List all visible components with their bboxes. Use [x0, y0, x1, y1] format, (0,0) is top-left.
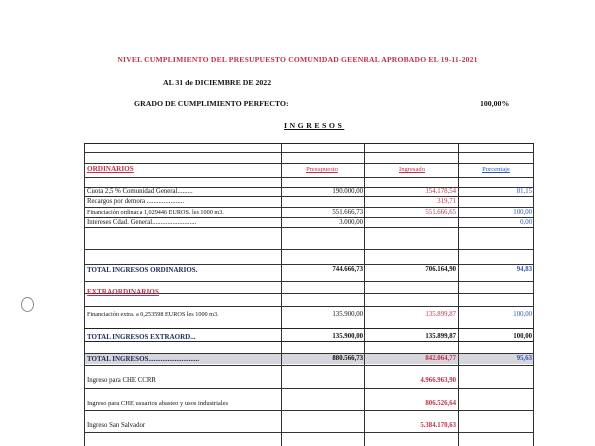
grado-value: 100,00%	[480, 99, 510, 108]
grand-total-label: TOTAL INGRESOS.............................	[87, 355, 200, 363]
grand-total-presupuesto: 880.566,73	[332, 355, 363, 362]
row-porcentaje: 100,00	[513, 311, 532, 318]
row-presupuesto: 135.900,00	[332, 311, 363, 318]
row-label: Financiación ordinar.a 1,029446 EUROS. les 1000 m3.	[87, 209, 224, 216]
total-extraordinarios-porcentaje: 100,00	[513, 333, 532, 340]
col-header-presupuesto: Presupuesto	[306, 166, 338, 173]
ordinarios-heading: ORDINARIOS	[87, 165, 134, 173]
row-label: Intereses Cdad. General..........................	[87, 219, 197, 226]
section-title: INGRESOS	[284, 121, 345, 130]
row-ingresado: 135.899,87	[425, 311, 456, 318]
report-date: AL 31 de DICIEMBRE DE 2022	[163, 78, 272, 87]
grand-total-ingresado: 842.064,77	[425, 355, 456, 362]
row-presupuesto: 551.666,73	[332, 209, 363, 216]
row-porcentaje: 100,00	[513, 209, 532, 216]
row-label: Financiación extra. a 0,253598 EUROS les 1000 m3.	[87, 311, 219, 318]
col-header-porcentaje: Porcentaje	[482, 166, 510, 173]
row-ingresado: 154.178,54	[425, 188, 456, 195]
row-ingresado: 551.666,65	[425, 209, 456, 216]
che-ccrr-label: Ingreso para CHE CCRR	[87, 377, 156, 384]
row-porcentaje: 0,00	[520, 219, 532, 226]
document-title: NIVEL CUMPLIMIENTO DEL PRESUPUESTO COMUNIDAD GEENRAL APROBADO EL 19-11-2021	[117, 55, 478, 64]
total-ordinarios-presupuesto: 744.666,73	[332, 266, 363, 273]
page-marker-icon	[21, 297, 34, 312]
col-header-ingresado: Ingresado	[399, 166, 425, 173]
che-usuarios-ingresado: 806.526,64	[425, 400, 456, 407]
grand-total-porcentaje: 95,63	[516, 355, 532, 362]
san-salvador-label: Ingreso San Salvador	[87, 422, 146, 429]
row-presupuesto: 190.000,00	[332, 188, 363, 195]
total-extraordinarios-presupuesto: 135.900,00	[332, 333, 363, 340]
row-label: Cuota 2,5 % Comunidad General.........	[87, 188, 193, 195]
che-ccrr-ingresado: 4.966.963,90	[420, 377, 456, 384]
row-label: Recargos por demora ......................	[87, 198, 185, 205]
san-salvador-ingresado: 5.384.170,63	[420, 422, 456, 429]
total-extraordinarios-ingresado: 135.899,87	[425, 333, 456, 340]
row-ingresado: 319,71	[437, 198, 456, 205]
total-ordinarios-label: TOTAL INGRESOS ORDINARIOS.	[87, 266, 198, 274]
total-ordinarios-ingresado: 706.164,90	[425, 266, 456, 273]
grado-label: GRADO DE CUMPLIMIENTO PERFECTO:	[134, 99, 289, 108]
total-extraordinarios-label: TOTAL INGRESOS EXTRAORD...	[87, 333, 196, 341]
row-porcentaje: 81,15	[516, 188, 532, 195]
row-presupuesto: 3.000,00	[339, 219, 363, 226]
total-ordinarios-porcentaje: 94,83	[516, 266, 532, 273]
che-usuarios-label: Ingreso para CHE usuarios abasteo y usos industriales	[87, 400, 228, 407]
extraordinarios-heading: EXTRAORDINARIOS	[87, 288, 159, 296]
